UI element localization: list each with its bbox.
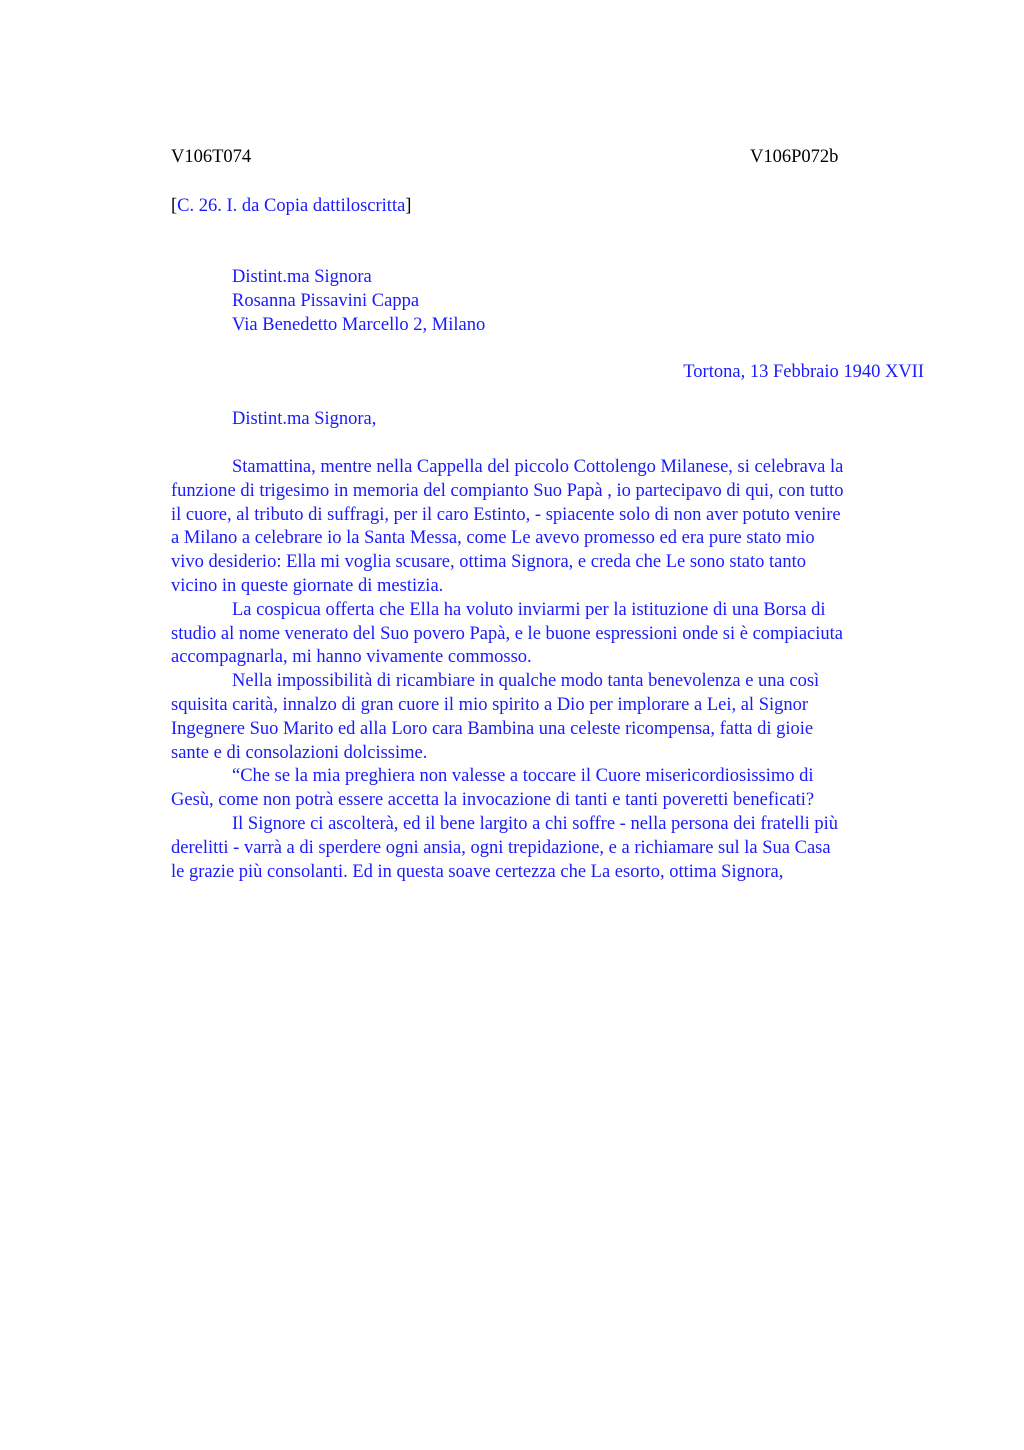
body-line: Il Signore ci ascolterà, ed il bene largito a chi soffre - nella persona dei fratelli più bbox=[232, 813, 838, 834]
body-line: squisita carità, innalzo di gran cuore il mio spirito a Dio per implorare a Lei, al Signor bbox=[171, 694, 809, 715]
body-line: derelitti - varrà a di sperdere ogni ansia, ogni trepidazione, e a richiamare sul la Sua Casa bbox=[171, 837, 831, 858]
body-line: sante e di consolazioni dolcissime. bbox=[171, 742, 428, 763]
body-line: Stamattina, mentre nella Cappella del piccolo Cottolengo Milanese, si celebrava la bbox=[232, 457, 844, 477]
salutation: Distint.ma Signora, bbox=[232, 409, 377, 429]
address-line-title: Distint.ma Signora bbox=[232, 267, 372, 287]
body-line: vicino in queste giornate di mestizia. bbox=[171, 575, 444, 596]
body-line: Ingegnere Suo Marito ed alla Loro cara Bambina una celeste ricompensa, fatta di gioie bbox=[171, 718, 814, 739]
source-note-text: C. 26. I. da Copia dattiloscritta bbox=[177, 196, 406, 216]
dateline: Tortona, 13 Febbraio 1940 XVII bbox=[683, 362, 924, 382]
body-line: a Milano a celebrare io la Santa Messa, come Le avevo promesso ed era pure stato mio bbox=[171, 528, 815, 549]
recipient-address bbox=[232, 266, 485, 337]
body-line: funzione di trigesimo in memoria del compianto Suo Papà , io partecipavo di qui, con tutto bbox=[171, 480, 844, 501]
body-line: Gesù, come non potrà essere accetta la invocazione di tanti e tanti poveretti beneficati? bbox=[171, 790, 815, 811]
document-code-left: V106T074 bbox=[171, 147, 252, 167]
document-code-right: V106P072b bbox=[750, 147, 839, 167]
letter-body bbox=[171, 456, 931, 884]
source-note-close-bracket: ] bbox=[405, 196, 412, 216]
body-line: accompagnarla, mi hanno vivamente commosso. bbox=[171, 647, 532, 668]
body-line: studio al nome venerato del Suo povero Papà, e le buone espressioni onde si è compiaciuta bbox=[171, 623, 843, 644]
address-line-street: Via Benedetto Marcello 2, Milano bbox=[232, 314, 486, 335]
address-line-name: Rosanna Pissavini Cappa bbox=[232, 290, 420, 311]
source-note bbox=[171, 195, 411, 219]
body-line: La cospicua offerta che Ella ha voluto inviarmi per la istituzione di una Borsa di bbox=[232, 599, 826, 620]
body-line: vivo desiderio: Ella mi voglia scusare, ottima Signora, e creda che Le sono stato tanto bbox=[171, 552, 806, 573]
body-line: “Che se la mia preghiera non valesse a toccare il Cuore misericordiosissimo di bbox=[232, 766, 814, 787]
body-line: il cuore, al tributo di suffragi, per il caro Estinto, - spiacente solo di non aver potuto venire bbox=[171, 504, 841, 525]
body-line: le grazie più consolanti. Ed in questa soave certezza che La esorto, ottima Signora, bbox=[171, 861, 784, 882]
body-line: Nella impossibilità di ricambiare in qualche modo tanta benevolenza e una così bbox=[232, 671, 820, 692]
source-note-open-bracket: [ bbox=[171, 196, 178, 216]
